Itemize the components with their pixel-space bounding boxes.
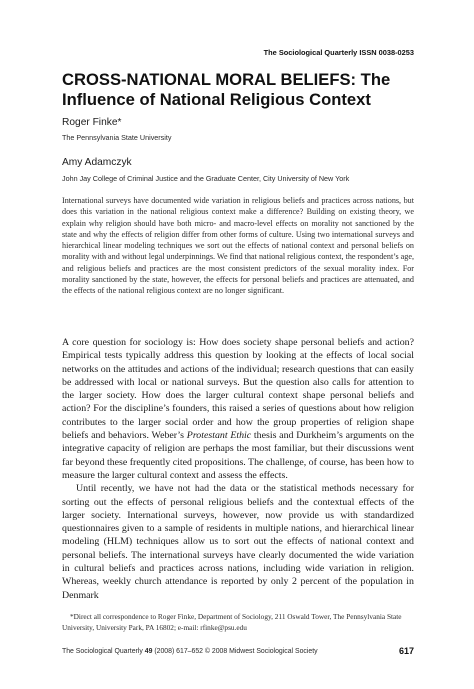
author-affiliation-2: John Jay College of Criminal Justice and the Graduate Center, City University of New York (62, 174, 350, 183)
journal-header: The Sociological Quarterly ISSN 0038-0253 (263, 48, 414, 57)
paragraph-1 (62, 336, 414, 482)
footer-volume: 49 (144, 648, 153, 655)
article-title: CROSS-NATIONAL MORAL BELIEFS: The Influence of National Religious Context (62, 70, 391, 109)
footer-citation (62, 648, 318, 655)
footnote-text: *Direct all correspondence to Roger Finke, Department of Sociology, 211 Oswald Tower, The Pennsylvania State University, University Park, PA 16802; e-mail: rfinke@psu.edu (62, 612, 402, 633)
body-text (62, 336, 414, 602)
footnote (62, 611, 414, 634)
author-name-1: Roger Finke* (62, 117, 122, 128)
footer-citation-suffix: (2008) 617–652 © 2008 Midwest Sociological Society (152, 648, 318, 655)
paragraph-1-italic: Protestant Ethic (186, 430, 252, 442)
author-name-2: Amy Adamczyk (62, 157, 132, 168)
abstract: International surveys have documented wide variation in religious beliefs and practices across nations, but does this variation in the national religious context make a difference? Building on existing theory, we explain why religion should have both micro- and macro-level effects on morality not sanctioned by the state and why the effects of religion differ from other forms of culture. Using two international surveys and hierarchical linear modeling techniques we sort out the effects of national context and personal beliefs on morality with and without legal underpinnings. We find that national religious context, the respondent’s age, and religious beliefs and practices are the most consistent predictors of the sexual morality index. For morality sanctioned by the state, however, the effects for personal beliefs and practices are attenuated, and the effects of the national religious context are no longer significant. (62, 196, 414, 296)
paragraph-1-text-a: A core question for sociology is: How does society shape personal beliefs and action? Empirical tests typically address this question by looking at the effects of local social networks on the attitudes and actions of the individual; research questions that can easily be addressed with local or national surveys. But the question also calls for attention to the larger society. How does the larger cultural context shape personal beliefs and action? For the discipline’s founders, this raised a series of questions about how religion contributes to the larger social order and how the group properties of religion shape beliefs and behaviors. Weber’s (62, 337, 414, 442)
paragraph-2: Until recently, we have not had the data or the statistical methods necessary for sorting out the effects of personal religious beliefs and the contextual effects of the larger society. International surveys, however, now provide us with standardized questionnaires given to a sample of residents in multiple nations, and hierarchical linear modeling (HLM) techniques allow us to sort out the effects of national context and personal beliefs. The international surveys have clearly documented the wide variation in cultural beliefs and practices across nations, including wide variation in religion. Whereas, weekly church attendance is reported by only 2 percent of the population in Denmark (62, 483, 414, 601)
author-affiliation-1: The Pennsylvania State University (62, 133, 172, 142)
paragraph-1-text-b: thesis and Durkheim’s arguments on the integrative capacity of religion are perhaps the most familiar, but their discussions went far beyond these frequently cited propositions. The challenge, of course, has been how to measure the larger cultural context and assess the effects. (62, 430, 415, 481)
footer-citation-prefix: The Sociological Quarterly (62, 648, 145, 655)
page-number: 617 (398, 646, 414, 656)
